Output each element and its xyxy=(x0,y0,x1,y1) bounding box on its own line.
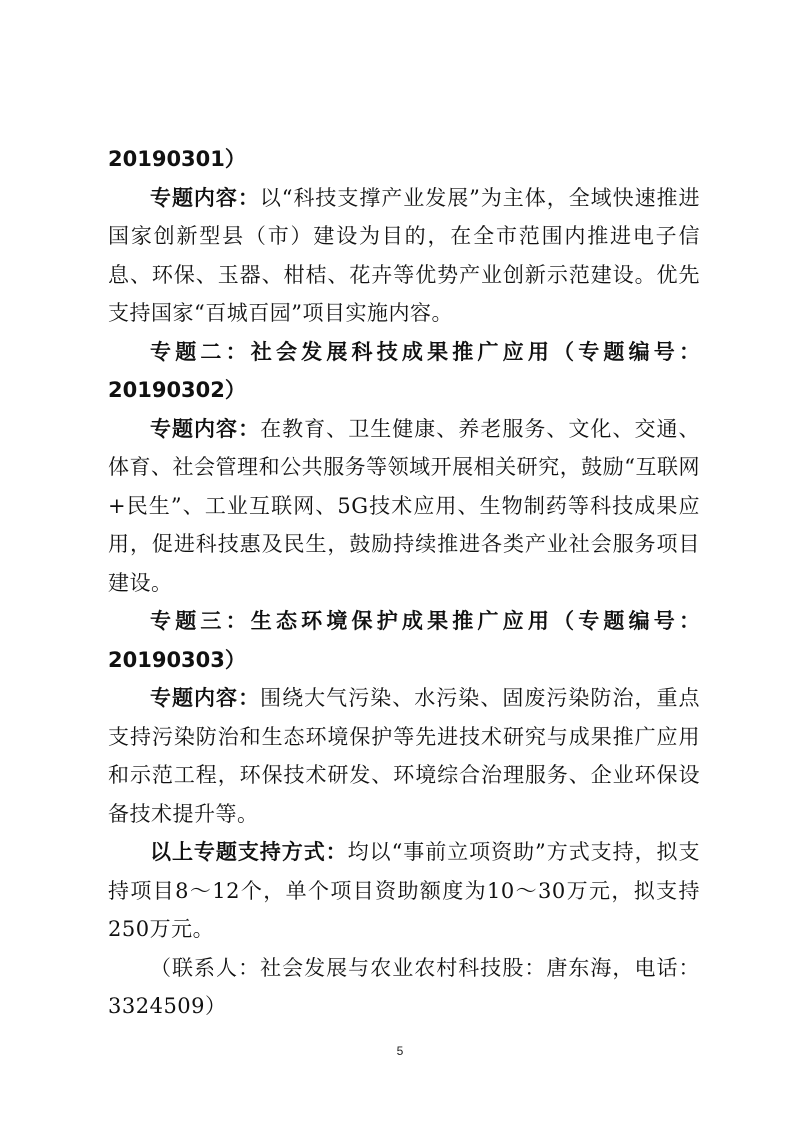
support-method-label: 以上专题支持方式： xyxy=(150,840,348,864)
topic1-content-text: 以“科技支撑产业发展”为主体，全域快速推进国家创新型县（市）建设为目的，在全市范围内推进电子信息、环保、玉器、柑桔、花卉等优势产业创新示范建设。优先支持国家“百城百园”项目实施内容。 xyxy=(108,185,700,325)
topic2-content-paragraph xyxy=(108,410,700,603)
page-number: 5 xyxy=(396,1044,404,1058)
topic1-content-label: 专题内容： xyxy=(150,185,260,210)
topic2-heading: 专题二：社会发展科技成果推广应用（专题编号：20190302） xyxy=(108,339,700,402)
topic1-content-paragraph xyxy=(108,179,700,333)
topic3-content-label: 专题内容： xyxy=(150,686,261,710)
topic2-content-label: 专题内容： xyxy=(150,416,261,441)
topic3-content-text: 围绕大气污染、水污染、固废污染防治，重点支持污染防治和生态环境保护等先进技术研究与成果推广应用和示范工程，环保技术研发、环境综合治理服务、企业环保设备技术提升等。 xyxy=(108,686,701,826)
topic3-heading: 专题三：生态环境保护成果推广应用（专题编号：20190303） xyxy=(108,609,700,672)
support-method-paragraph xyxy=(108,833,700,949)
topic3-content-paragraph xyxy=(108,679,700,833)
document-body xyxy=(108,140,700,1026)
topic2-content-text: 在教育、卫生健康、养老服务、文化、交通、体育、社会管理和公共服务等领域开展相关研究，鼓励“互联网+民生”、工业互联网、5G技术应用、生物制药等科技成果应用，促进科技惠及民生，鼓励持续推进各类产业社会服务项目建设。 xyxy=(108,416,701,595)
support-method-text: 均以“事前立项资助”方式支持，拟支持项目8～12个，单个项目资助额度为10～30万元，拟支持250万元。 xyxy=(108,840,700,941)
topic1-heading-fragment: 20190301） xyxy=(108,147,246,171)
contact-paragraph: （联系人：社会发展与农业农村科技股：唐东海，电话：3324509） xyxy=(108,955,700,1018)
